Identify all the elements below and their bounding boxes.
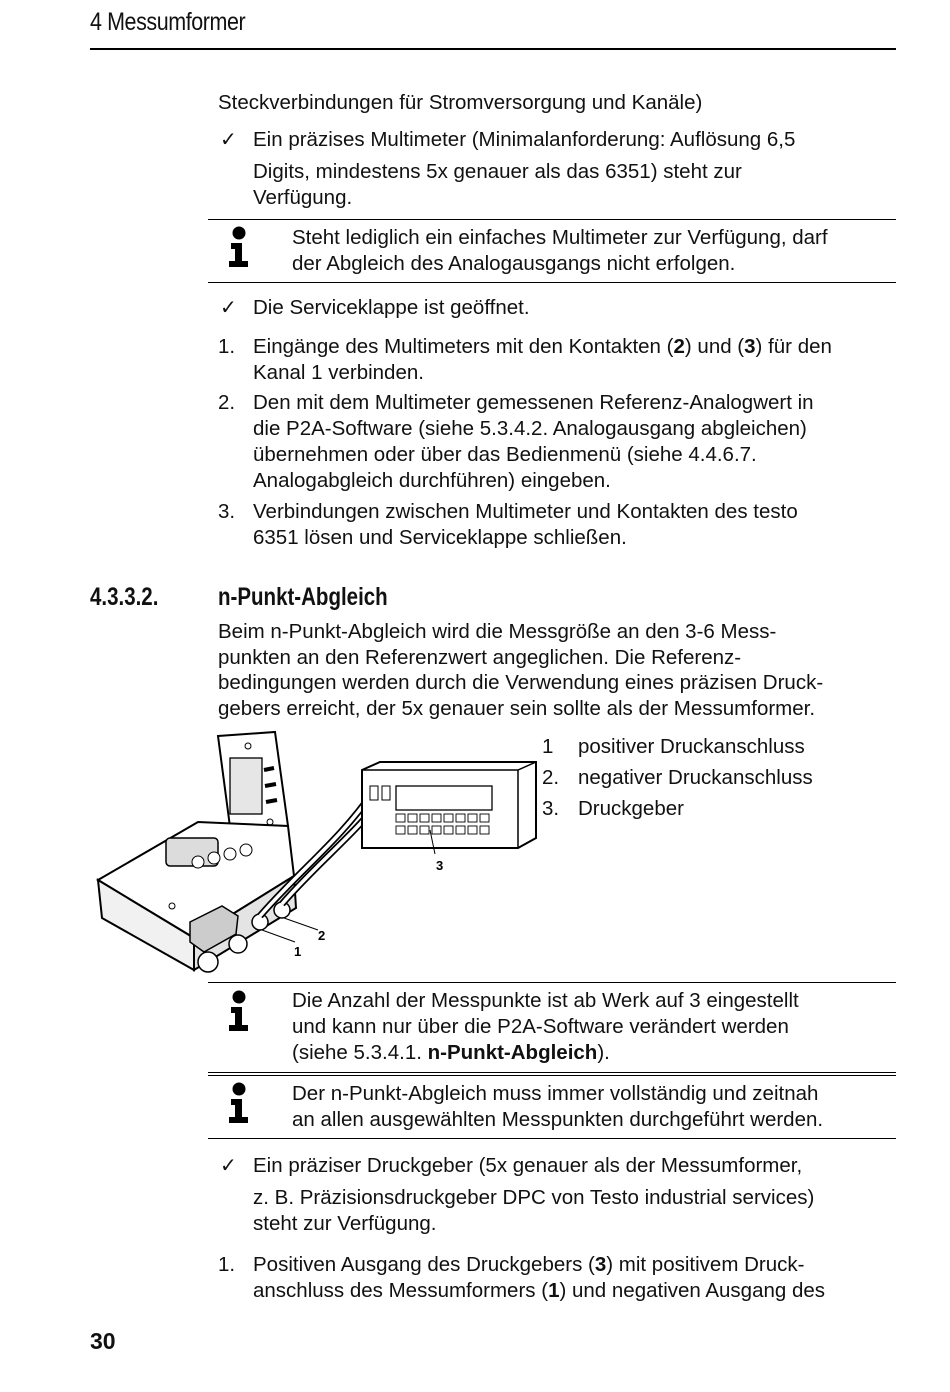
step-text: die P2A-Software (siehe 5.3.4.2. Analogausgang abgleichen) xyxy=(253,417,807,440)
note-rule xyxy=(208,1138,896,1139)
note-rule xyxy=(208,219,896,220)
callout-3: 3 xyxy=(436,858,444,873)
step-text: anschluss des Messumformers (1) und negativen Ausgang des xyxy=(253,1279,826,1302)
note-text: Der n-Punkt-Abgleich muss immer vollständig und zeitnah xyxy=(292,1082,819,1105)
body-text: gebers erreicht, der 5x genauer sein sollte als der Messumformer. xyxy=(218,697,816,720)
legend-label: positiver Druckanschluss xyxy=(578,735,805,758)
check-icon: ✓ xyxy=(220,1155,237,1177)
note-text: der Abgleich des Analogausgangs nicht erfolgen. xyxy=(292,252,736,275)
body-text: bedingungen werden durch die Verwendung eines präzisen Druck- xyxy=(218,671,824,694)
section-title: n-Punkt-Abgleich xyxy=(218,583,388,611)
header-rule xyxy=(90,48,896,50)
step-text: Verbindungen zwischen Multimeter und Kontakten des testo xyxy=(253,500,798,523)
prereq-text: Ein präziser Druckgeber (5x genauer als der Messumformer, xyxy=(253,1154,803,1177)
check-icon: ✓ xyxy=(220,297,237,319)
legend-number: 2. xyxy=(542,766,560,789)
prereq-text: z. B. Präzisionsdruckgeber DPC von Testo industrial services) xyxy=(253,1186,815,1209)
prereq-text: Digits, mindestens 5x genauer als das 6351) steht zur xyxy=(253,160,742,183)
info-icon xyxy=(226,1082,252,1126)
note-text: und kann nur über die P2A-Software verändert werden xyxy=(292,1015,789,1038)
step-number: 2. xyxy=(218,391,236,414)
step-text: Kanal 1 verbinden. xyxy=(253,361,424,384)
note-text: an allen ausgewählten Messpunkten durchgeführt werden. xyxy=(292,1108,824,1131)
step-text: 6351 lösen und Serviceklappe schließen. xyxy=(253,526,627,549)
prereq-text: Die Serviceklappe ist geöffnet. xyxy=(253,296,530,319)
step-number: 3. xyxy=(218,500,236,523)
step-number: 1. xyxy=(218,1253,236,1276)
note-text: Steht lediglich ein einfaches Multimeter zur Verfügung, darf xyxy=(292,226,828,249)
legend-label: negativer Druckanschluss xyxy=(578,766,813,789)
legend-label: Druckgeber xyxy=(578,797,684,820)
step-text: Positiven Ausgang des Druckgebers (3) mit positivem Druck- xyxy=(253,1253,805,1276)
info-icon xyxy=(226,226,252,270)
prereq-text: Ein präzises Multimeter (Minimalanforderung: Auflösung 6,5 xyxy=(253,128,796,151)
legend-number: 1 xyxy=(542,735,554,758)
page-number: 30 xyxy=(90,1328,116,1354)
chapter-title: 4 Messumformer xyxy=(90,8,246,36)
step-text: Eingänge des Multimeters mit den Kontakten (2) und (3) für den xyxy=(253,335,832,358)
legend-number: 3. xyxy=(542,797,560,820)
step-text: übernehmen oder über das Bedienmenü (siehe 4.4.6.7. xyxy=(253,443,757,466)
section-number: 4.3.3.2. xyxy=(90,583,159,611)
callout-1: 1 xyxy=(294,944,302,959)
info-icon xyxy=(226,990,252,1034)
callout-2: 2 xyxy=(318,928,326,943)
step-number: 1. xyxy=(218,335,236,358)
note-text: Die Anzahl der Messpunkte ist ab Werk auf 3 eingestellt xyxy=(292,989,799,1012)
note-text: (siehe 5.3.4.1. n-Punkt-Abgleich). xyxy=(292,1041,610,1064)
note-rule xyxy=(208,1072,896,1073)
body-text: punkten an den Referenzwert angeglichen. Die Referenz- xyxy=(218,646,742,669)
prereq-text: Verfügung. xyxy=(253,186,353,209)
check-icon: ✓ xyxy=(220,129,237,151)
step-text: Analogabgleich durchführen) eingeben. xyxy=(253,469,611,492)
intro-text: Steckverbindungen für Stromversorgung und Kanäle) xyxy=(218,91,703,114)
note-rule xyxy=(208,982,896,983)
note-rule xyxy=(208,1075,896,1076)
transmitter-diagram xyxy=(90,730,540,985)
step-text: Den mit dem Multimeter gemessenen Referenz-Analogwert in xyxy=(253,391,814,414)
body-text: Beim n-Punkt-Abgleich wird die Messgröße an den 3-6 Mess- xyxy=(218,620,777,643)
note-rule xyxy=(208,282,896,283)
prereq-text: steht zur Verfügung. xyxy=(253,1212,437,1235)
